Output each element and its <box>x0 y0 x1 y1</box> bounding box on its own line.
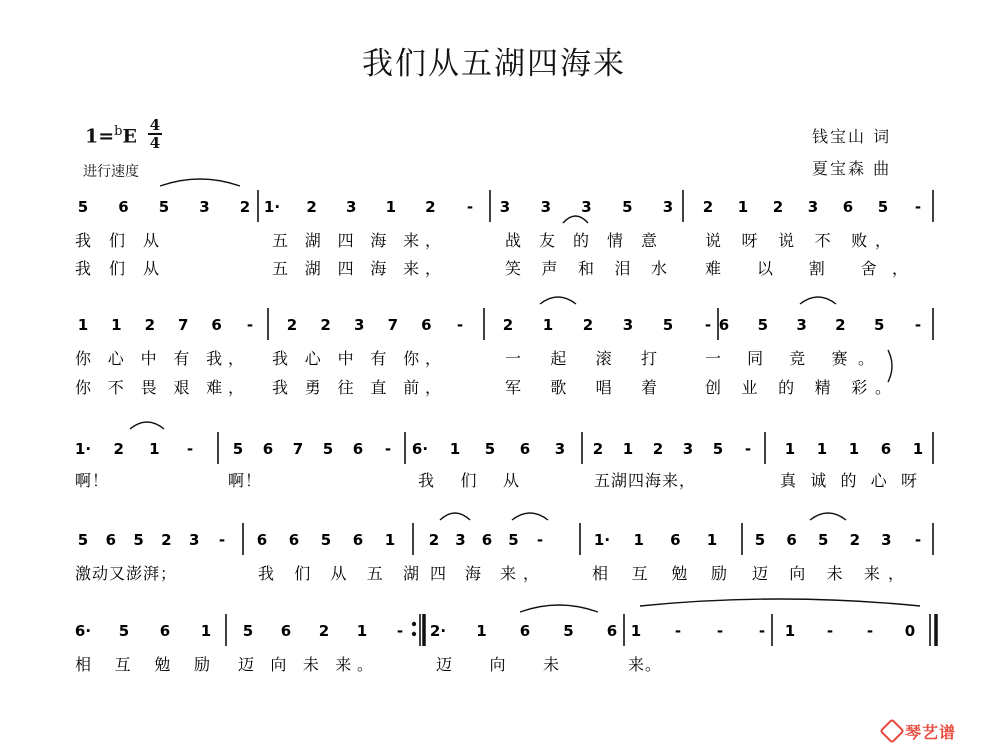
note: - <box>384 440 392 458</box>
slur <box>540 297 576 304</box>
note: 5 <box>158 198 170 216</box>
note: 1 <box>816 440 828 458</box>
note: 1· <box>263 198 281 216</box>
note: 3 <box>353 316 365 334</box>
note: 3 <box>881 531 892 549</box>
note: 1· <box>593 531 611 549</box>
note: 1 <box>542 316 554 334</box>
note: 1 <box>385 198 397 216</box>
lyric-segment: 相 互 勉 励 <box>592 564 728 583</box>
note: 7 <box>387 316 399 334</box>
note: - <box>466 198 474 216</box>
note: 3 <box>807 198 819 216</box>
note: 2 <box>320 316 331 334</box>
note: 2 <box>652 440 664 458</box>
note: - <box>866 622 874 640</box>
slur <box>440 513 470 520</box>
lyric-segment: 迈 向 未 来， <box>752 564 905 583</box>
slur <box>810 513 846 520</box>
lyric-segment: 啊！ <box>228 471 262 490</box>
note: 7 <box>292 440 304 458</box>
lyric-segment: 你 不 畏 艰 难， <box>75 378 245 397</box>
note: 5 <box>242 622 254 640</box>
note: 3 <box>662 198 674 216</box>
note: 5 <box>662 316 674 334</box>
lyric-segment: 五湖四海来， <box>594 471 696 490</box>
note: 1 <box>737 198 749 216</box>
repeat-dot <box>412 622 416 626</box>
note: 1 <box>111 316 122 334</box>
site-logo <box>883 720 956 743</box>
note: 2 <box>428 531 440 549</box>
note: - <box>744 440 752 458</box>
note: 2 <box>849 531 861 549</box>
note: 6· <box>74 622 92 640</box>
composer-credit: 夏宝森 曲 <box>812 159 892 178</box>
note: 2 <box>318 622 330 640</box>
note: 1 <box>848 440 860 458</box>
note: 5 <box>754 531 766 549</box>
note: 5 <box>77 531 89 549</box>
note: 1 <box>77 316 89 334</box>
note: 6 <box>211 316 222 334</box>
note: 5 <box>118 622 130 640</box>
note: 1· <box>74 440 92 458</box>
lyric-segment: 啊！ <box>75 471 109 490</box>
note: 3 <box>581 198 592 216</box>
note: 1 <box>384 531 396 549</box>
note: 2· <box>429 622 447 640</box>
lyric-segment: 一 同 竞 赛。 <box>705 349 875 368</box>
note: 5 <box>133 531 144 549</box>
note: 1 <box>449 440 461 458</box>
note: 6 <box>256 531 268 549</box>
lyric-segment: 我 心 中 有 你， <box>272 349 442 368</box>
note: 5 <box>320 531 332 549</box>
note: 6 <box>288 531 300 549</box>
slur <box>800 297 836 304</box>
note: 0 <box>904 622 916 640</box>
note: 2 <box>144 316 156 334</box>
lyric-segment: 我 们 从 <box>75 259 160 278</box>
lyric-segment: 五 湖 四 海 来， <box>272 259 442 278</box>
note: 6 <box>159 622 171 640</box>
lyric-segment: 五 湖 四 海 来， <box>272 231 442 250</box>
note: 6 <box>118 198 129 216</box>
note: - <box>186 440 194 458</box>
note: 5 <box>508 531 519 549</box>
lyric-segment: 相 互 勉 励 <box>75 655 211 674</box>
note: 1 <box>149 440 160 458</box>
tempo-marking: 进行速度 <box>83 164 139 180</box>
lyric-segment: 我 们 从 <box>75 231 160 250</box>
note: - <box>914 531 922 549</box>
note: 6 <box>262 440 274 458</box>
note: 2 <box>239 198 251 216</box>
lyric-segment: 迈 向 未 <box>436 655 560 674</box>
note: 3 <box>540 198 552 216</box>
lyric-segment: 来。 <box>628 655 662 674</box>
lyric-segment: 战 友 的 情 意 <box>505 231 658 250</box>
note: 2 <box>835 316 846 334</box>
lyric-segment: 我 们 从 <box>418 471 520 490</box>
note: - <box>716 622 724 640</box>
time-signature-bottom: 4 <box>149 134 161 152</box>
slur <box>130 422 164 429</box>
note: 6 <box>519 622 531 640</box>
lyric-segment: 激动又澎湃； <box>75 564 177 583</box>
note: 3 <box>199 198 210 216</box>
note: 2 <box>286 316 298 334</box>
note: 1 <box>356 622 368 640</box>
lyric-segment: 笑 声 和 泪 水 <box>505 259 668 278</box>
note: 3 <box>622 316 634 334</box>
repeat-dot <box>412 632 416 636</box>
lyric-segment: 迈 向 未 来。 <box>238 655 374 674</box>
note: - <box>704 316 712 334</box>
note: 6 <box>880 440 892 458</box>
note: 6 <box>421 316 432 334</box>
note: - <box>536 531 544 549</box>
note: 2 <box>592 440 604 458</box>
note: 6 <box>786 531 797 549</box>
slur <box>160 179 240 186</box>
note: 1 <box>633 531 644 549</box>
note: 2 <box>702 198 714 216</box>
note: - <box>758 622 766 640</box>
note: 3 <box>682 440 694 458</box>
note: 5 <box>877 198 889 216</box>
lyric-segment: 创 业 的 精 彩。 <box>705 378 892 397</box>
note: - <box>826 622 834 640</box>
lyric-segment: 难 以 割 舍， <box>705 259 909 278</box>
note: - <box>396 622 404 640</box>
note: 5 <box>622 198 633 216</box>
note: 1 <box>622 440 634 458</box>
lyric-segment: 四 海 来， <box>430 564 540 583</box>
slur <box>512 513 548 520</box>
note: - <box>674 622 682 640</box>
note: 6 <box>352 440 364 458</box>
note: 3 <box>796 316 807 334</box>
note: 3 <box>188 531 200 549</box>
note: 1 <box>476 622 487 640</box>
note: 2 <box>306 198 317 216</box>
note: 2 <box>502 316 514 334</box>
note: 6 <box>670 531 681 549</box>
slur <box>520 605 598 612</box>
lyric-segment: 你 心 中 有 我， <box>75 349 245 368</box>
logo-mark-icon <box>879 718 904 743</box>
note: 1 <box>912 440 924 458</box>
key-prefix: 1= <box>85 125 115 148</box>
note: 2 <box>113 440 124 458</box>
note: 6 <box>280 622 292 640</box>
note: 7 <box>177 316 189 334</box>
note: 1 <box>630 622 642 640</box>
note: 3 <box>345 198 357 216</box>
note: 2 <box>772 198 784 216</box>
note: 6 <box>606 622 618 640</box>
note: 5 <box>563 622 574 640</box>
note: 5 <box>817 531 829 549</box>
slur <box>640 599 920 606</box>
note: 5 <box>232 440 244 458</box>
note: 6 <box>352 531 364 549</box>
note: - <box>914 198 922 216</box>
note: 6 <box>519 440 531 458</box>
note: 1 <box>200 622 212 640</box>
note: 5 <box>712 440 724 458</box>
note: 1 <box>706 531 718 549</box>
note: - <box>914 316 922 334</box>
note: 5 <box>873 316 885 334</box>
note: - <box>456 316 464 334</box>
lyric-segment: 说 呀 说 不 败， <box>705 231 892 250</box>
time-signature-top: 4 <box>149 116 161 134</box>
note: 6 <box>718 316 730 334</box>
note: 6 <box>842 198 854 216</box>
lyric-segment: 我 勇 往 直 前， <box>272 378 442 397</box>
note: 5 <box>757 316 769 334</box>
note: 1 <box>784 440 796 458</box>
lyric-segment: 一 起 滚 打 <box>505 349 658 368</box>
lyric-segment: 真 诚 的 心 呀 <box>780 471 918 490</box>
lyricist-credit: 钱宝山 词 <box>812 127 892 146</box>
note: 2 <box>161 531 172 549</box>
note: 3 <box>455 531 466 549</box>
key-letter: E <box>122 125 137 148</box>
note: 3 <box>499 198 511 216</box>
note: 5 <box>322 440 334 458</box>
note: - <box>218 531 226 549</box>
song-title: 我们从五湖四海来 <box>362 46 626 82</box>
note: 2 <box>425 198 436 216</box>
note: 2 <box>582 316 594 334</box>
note: 6· <box>411 440 429 458</box>
flat-sign: b <box>114 124 123 139</box>
note: 6 <box>105 531 117 549</box>
note: 1 <box>784 622 796 640</box>
note: 5 <box>484 440 496 458</box>
slur <box>563 216 588 223</box>
lyric-segment: 我 们 从 五 湖 <box>258 564 420 583</box>
lyric-segment: 军 歌 唱 着 <box>505 378 658 397</box>
logo-text: 琴艺谱 <box>905 723 957 742</box>
note: - <box>246 316 254 334</box>
note: 3 <box>554 440 566 458</box>
note: 5 <box>77 198 89 216</box>
note: 6 <box>481 531 493 549</box>
